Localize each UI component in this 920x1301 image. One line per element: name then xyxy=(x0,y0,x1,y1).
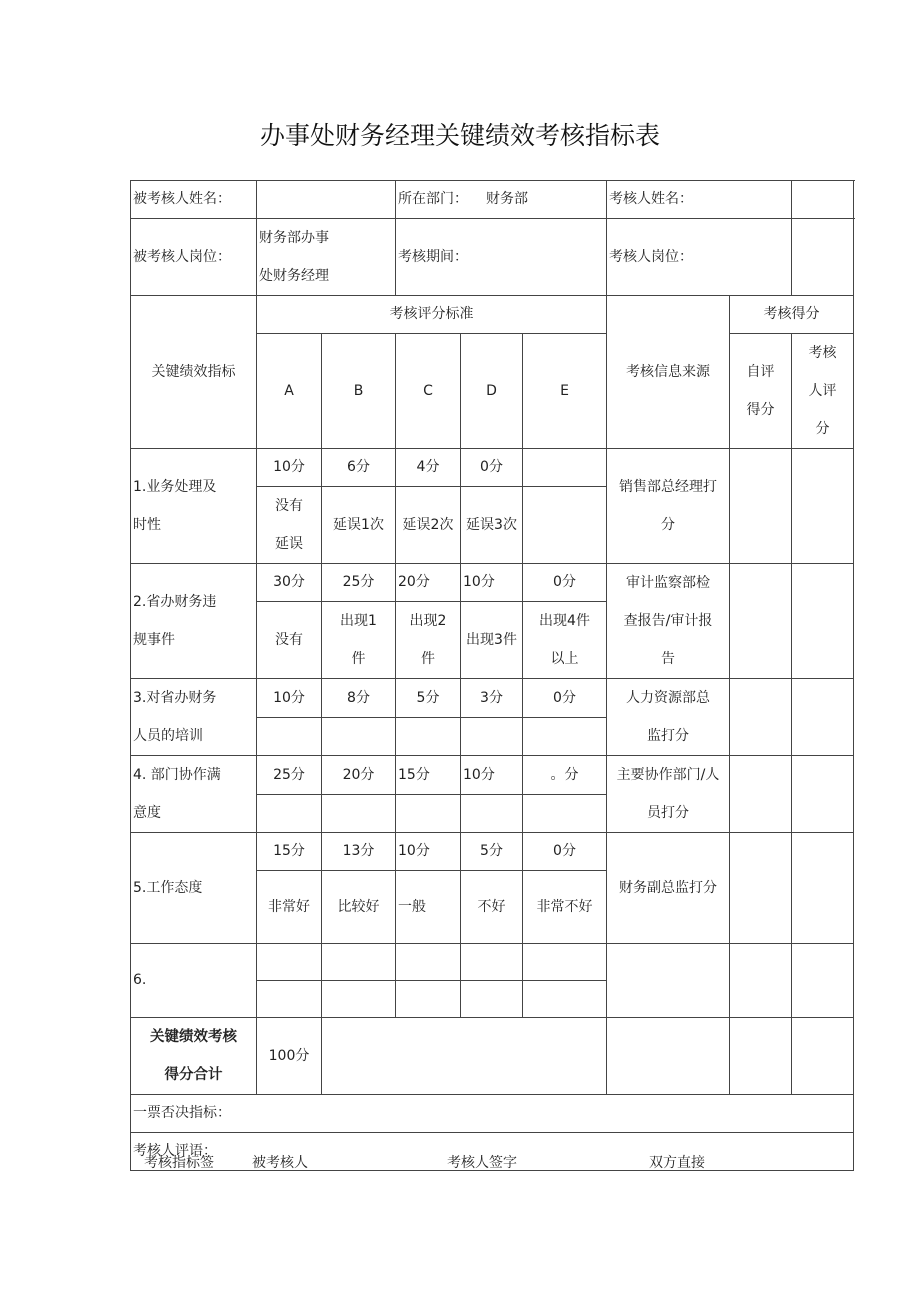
kpi-5-name: 5.工作态度 xyxy=(131,833,257,944)
kpi-5-desc-b: 比较好 xyxy=(322,871,396,944)
grade-c-header: C xyxy=(396,334,461,449)
examinee-post-line-2: 处财务经理 xyxy=(259,268,329,284)
kpi-6-cell-e2 xyxy=(523,981,607,1018)
kpi-column-header: 关键绩效指标 xyxy=(131,296,257,449)
department-cell xyxy=(396,181,607,219)
page-title: 办事处财务经理关键绩效考核指标表 xyxy=(259,121,660,150)
kpi-4-source-line-1: 主要协作部门/人 xyxy=(616,767,720,783)
kpi-2-name xyxy=(131,564,257,679)
self-score-header-line-2: 得分 xyxy=(746,402,775,418)
header-row-1 xyxy=(131,181,854,219)
kpi-2-score-a: 30分 xyxy=(257,564,322,602)
kpi-5-score-e: 0分 xyxy=(523,833,607,871)
kpi-1-name xyxy=(131,449,257,564)
kpi-4-name-line-1: 4. 部门协作满 xyxy=(133,767,221,783)
kpi-1-desc-c: 延误2次 xyxy=(396,487,461,564)
kpi-1-source-line-1: 销售部总经理打 xyxy=(619,479,717,495)
examiner-name-field[interactable] xyxy=(792,181,854,219)
examiner-post-field[interactable] xyxy=(792,219,854,296)
kpi-2-desc-a: 没有 xyxy=(257,602,322,679)
kpi-3-name xyxy=(131,679,257,756)
kpi-6-cell-d2 xyxy=(461,981,523,1018)
kpi-5-self-score[interactable] xyxy=(730,833,792,944)
examinee-name-field[interactable] xyxy=(257,181,396,219)
kpi-2-name-line-2: 规事件 xyxy=(133,632,175,648)
period-label: 考核期间： xyxy=(396,219,607,296)
column-header-row-1 xyxy=(131,296,854,334)
comment-label[interactable]: 考核人评语： xyxy=(131,1133,854,1171)
kpi-2-score-b: 25分 xyxy=(322,564,396,602)
kpi-6-examiner-score[interactable] xyxy=(792,944,854,1018)
total-source-blank xyxy=(607,1018,730,1095)
examinee-post-line-1: 财务部办事 xyxy=(259,230,329,246)
total-value: 100分 xyxy=(257,1018,322,1095)
kpi-2-score-d: 10分 xyxy=(461,564,523,602)
kpi-6-cell-e1 xyxy=(523,944,607,981)
kpi-5-examiner-score[interactable] xyxy=(792,833,854,944)
kpi-4-desc-c xyxy=(396,795,461,833)
kpi-1-score-row xyxy=(131,449,854,487)
total-blank xyxy=(322,1018,607,1095)
kpi-5-desc-e: 非常不好 xyxy=(523,871,607,944)
kpi-2-desc-b xyxy=(322,602,396,679)
kpi-1-source xyxy=(607,449,730,564)
veto-row xyxy=(131,1095,854,1133)
kpi-4-score-e: 。分 xyxy=(523,756,607,795)
kpi-3-desc-a xyxy=(257,718,322,756)
grade-b-header: B xyxy=(322,334,396,449)
kpi-4-score-d: 10分 xyxy=(461,756,523,795)
criteria-column-header: 考核评分标准 xyxy=(257,296,607,334)
kpi-4-score-c: 15分 xyxy=(396,756,461,795)
examiner-score-header-line-3: 分 xyxy=(815,421,830,437)
kpi-5-score-row xyxy=(131,833,854,871)
kpi-6-source xyxy=(607,944,730,1018)
kpi-4-self-score[interactable] xyxy=(730,756,792,833)
grade-d-header: D xyxy=(461,334,523,449)
kpi-3-self-score[interactable] xyxy=(730,679,792,756)
kpi-1-desc-a-line-2: 延误 xyxy=(275,536,303,552)
score-column-header: 考核得分 xyxy=(730,296,854,334)
kpi-4-desc-d xyxy=(461,795,523,833)
department-value: 财务部 xyxy=(486,191,528,207)
kpi-6-name: 6. xyxy=(131,944,257,1018)
kpi-5-desc-a: 非常好 xyxy=(257,871,322,944)
total-label xyxy=(131,1018,257,1095)
kpi-2-source-line-1: 审计监察部检 xyxy=(626,575,710,591)
kpi-5-score-c: 10分 xyxy=(396,833,461,871)
kpi-1-score-a: 10分 xyxy=(257,449,322,487)
grade-a-header: A xyxy=(257,334,322,449)
kpi-5-score-d: 5分 xyxy=(461,833,523,871)
kpi-6-cell-d1 xyxy=(461,944,523,981)
kpi-4-desc-b xyxy=(322,795,396,833)
kpi-1-desc-a-line-1: 没有 xyxy=(275,498,303,514)
veto-label[interactable]: 一票否决指标： xyxy=(131,1095,854,1133)
signature-label-3: 考核人签字 xyxy=(447,1155,517,1171)
examiner-score-header xyxy=(792,334,854,449)
signature-label-2: 被考核人 xyxy=(252,1155,308,1171)
examiner-name-label: 考核人姓名： xyxy=(607,181,792,219)
kpi-3-score-e: 0分 xyxy=(523,679,607,718)
kpi-2-desc-c-line-2: 件 xyxy=(421,651,435,667)
kpi-4-score-a: 25分 xyxy=(257,756,322,795)
kpi-5-source: 财务副总监打分 xyxy=(607,833,730,944)
kpi-1-self-score[interactable] xyxy=(730,449,792,564)
examinee-name-label: 被考核人姓名： xyxy=(131,181,257,219)
total-label-line-1: 关键绩效考核 xyxy=(150,1029,237,1045)
kpi-1-score-b: 6分 xyxy=(322,449,396,487)
kpi-3-desc-b xyxy=(322,718,396,756)
kpi-4-score-b: 20分 xyxy=(322,756,396,795)
kpi-2-examiner-score[interactable] xyxy=(792,564,854,679)
kpi-2-score-c: 20分 xyxy=(396,564,461,602)
kpi-1-score-d: 0分 xyxy=(461,449,523,487)
kpi-2-score-row xyxy=(131,564,854,602)
kpi-2-source-line-3: 告 xyxy=(661,651,675,667)
self-score-header-line-1: 自评 xyxy=(746,364,775,380)
kpi-3-desc-e xyxy=(523,718,607,756)
kpi-2-desc-b-line-2: 件 xyxy=(351,651,366,667)
kpi-6-cell-b2 xyxy=(322,981,396,1018)
kpi-1-desc-d: 延误3次 xyxy=(461,487,523,564)
kpi-2-score-e: 0分 xyxy=(523,564,607,602)
kpi-6-row-1 xyxy=(131,944,854,981)
kpi-3-score-d: 3分 xyxy=(461,679,523,718)
kpi-3-desc-c xyxy=(396,718,461,756)
kpi-4-score-row xyxy=(131,756,854,795)
self-score-header xyxy=(730,334,792,449)
kpi-1-desc-e xyxy=(523,487,607,564)
total-row xyxy=(131,1018,854,1095)
signature-label-1: 考核指标签 xyxy=(144,1155,214,1171)
kpi-3-examiner-score[interactable] xyxy=(792,679,854,756)
kpi-1-desc-a xyxy=(257,487,322,564)
kpi-6-cell-a2 xyxy=(257,981,322,1018)
kpi-1-desc-b: 延误1次 xyxy=(322,487,396,564)
kpi-4-source-line-2: 员打分 xyxy=(647,805,689,821)
kpi-4-desc-a xyxy=(257,795,322,833)
kpi-6-cell-c2 xyxy=(396,981,461,1018)
kpi-2-desc-c-line-1: 出现2 xyxy=(409,613,447,629)
total-label-line-2: 得分合计 xyxy=(164,1067,223,1083)
kpi-2-desc-d: 出现3件 xyxy=(461,602,523,679)
examiner-score-header-line-2: 人评 xyxy=(808,383,837,399)
kpi-1-examiner-score[interactable] xyxy=(792,449,854,564)
kpi-4-desc-e xyxy=(523,795,607,833)
kpi-1-source-line-2: 分 xyxy=(661,517,675,533)
examiner-score-header-line-1: 考核 xyxy=(808,345,837,361)
kpi-1-name-line-2: 时性 xyxy=(133,517,161,533)
kpi-2-name-line-1: 2.省办财务违 xyxy=(133,594,217,610)
kpi-2-source-line-2: 查报告/审计报 xyxy=(623,613,713,629)
kpi-3-desc-d xyxy=(461,718,523,756)
kpi-3-source-line-1: 人力资源部总 xyxy=(626,690,710,706)
kpi-4-name-line-2: 意度 xyxy=(133,805,161,821)
kpi-3-score-b: 8分 xyxy=(322,679,396,718)
kpi-6-cell-c1 xyxy=(396,944,461,981)
kpi-3-name-line-1: 3.对省办财务 xyxy=(133,690,217,706)
kpi-5-desc-c: 一般 xyxy=(396,871,461,944)
signature-label-4: 双方直接 xyxy=(649,1155,705,1171)
kpi-3-score-c: 5分 xyxy=(396,679,461,718)
kpi-5-score-b: 13分 xyxy=(322,833,396,871)
kpi-table xyxy=(130,180,854,1171)
header-row-2 xyxy=(131,219,854,296)
kpi-2-source xyxy=(607,564,730,679)
kpi-6-self-score[interactable] xyxy=(730,944,792,1018)
kpi-6-cell-a1 xyxy=(257,944,322,981)
kpi-1-name-line-1: 1.业务处理及 xyxy=(133,479,217,495)
kpi-5-score-a: 15分 xyxy=(257,833,322,871)
kpi-3-source-line-2: 监打分 xyxy=(647,728,689,744)
kpi-3-name-line-2: 人员的培训 xyxy=(133,728,203,744)
examiner-post-label: 考核人岗位： xyxy=(607,219,792,296)
grade-e-header: E xyxy=(523,334,607,449)
department-label: 所在部门： xyxy=(398,191,468,207)
kpi-2-desc-e xyxy=(523,602,607,679)
examinee-post-label: 被考核人岗位： xyxy=(131,219,257,296)
total-self-score[interactable] xyxy=(730,1018,792,1095)
kpi-2-desc-c xyxy=(396,602,461,679)
kpi-6-cell-b1 xyxy=(322,944,396,981)
kpi-2-desc-e-line-2: 以上 xyxy=(550,651,579,667)
kpi-2-desc-b-line-1: 出现1 xyxy=(340,613,377,629)
kpi-4-source xyxy=(607,756,730,833)
kpi-3-score-a: 10分 xyxy=(257,679,322,718)
total-examiner-score[interactable] xyxy=(792,1018,854,1095)
kpi-3-score-row xyxy=(131,679,854,718)
examinee-post-value xyxy=(257,219,396,296)
kpi-2-desc-e-line-1: 出现4件 xyxy=(539,613,590,629)
kpi-4-name xyxy=(131,756,257,833)
kpi-4-examiner-score[interactable] xyxy=(792,756,854,833)
source-column-header: 考核信息来源 xyxy=(607,296,730,449)
kpi-1-score-e xyxy=(523,449,607,487)
kpi-1-score-c: 4分 xyxy=(396,449,461,487)
kpi-2-self-score[interactable] xyxy=(730,564,792,679)
kpi-5-desc-d: 不好 xyxy=(461,871,523,944)
kpi-3-source xyxy=(607,679,730,756)
